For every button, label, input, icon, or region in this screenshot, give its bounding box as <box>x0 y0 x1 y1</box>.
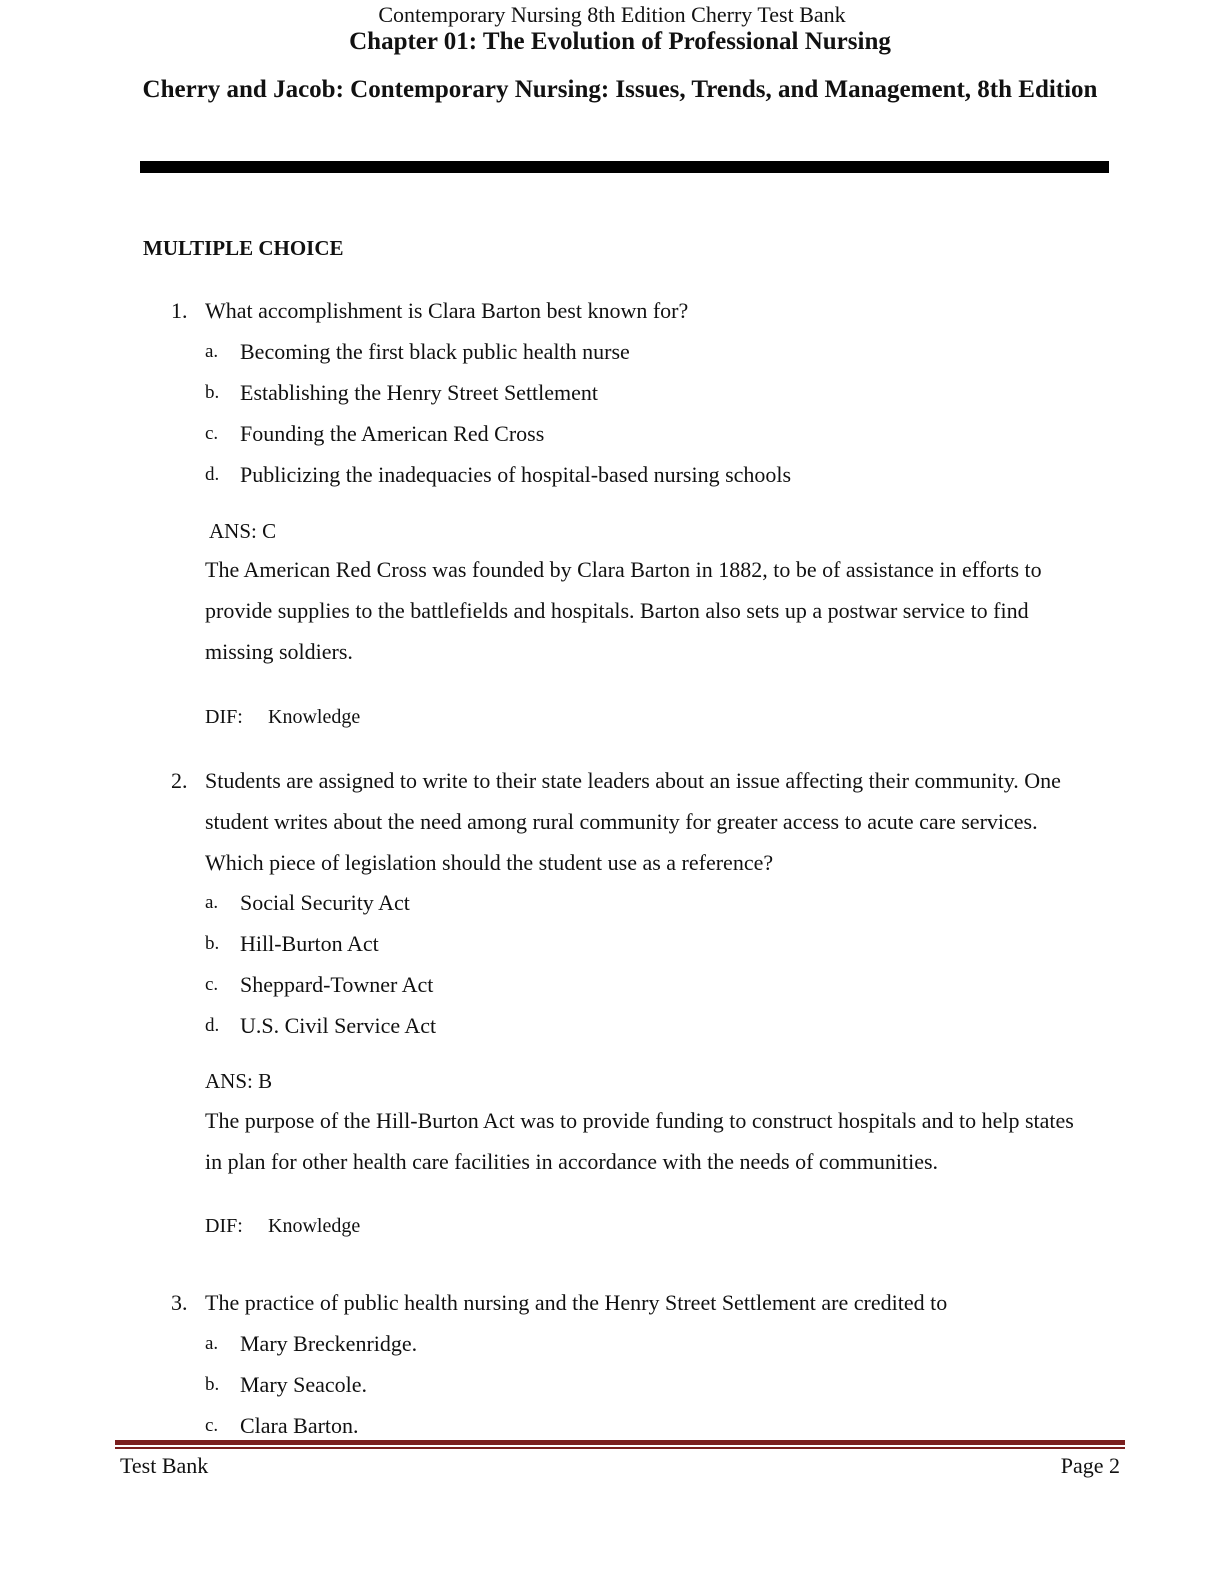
title-divider <box>140 161 1109 173</box>
footer-divider-thin <box>115 1447 1125 1449</box>
option-letter: b. <box>205 1374 220 1395</box>
option-letter: a. <box>205 1333 219 1354</box>
question-text: Students are assigned to write to their state leaders about an issue affecting their community. One student writes about the need among rural community for greater access to acute care services. Which piece of legislation should the student use as a reference? <box>205 768 1061 875</box>
question-number: 2. <box>171 768 188 793</box>
question-text: The practice of public health nursing and the Henry Street Settlement are credited to <box>205 1290 948 1315</box>
option-letter: a. <box>205 341 219 362</box>
option-text: Mary Breckenridge. <box>240 1331 418 1356</box>
option-letter: d. <box>205 464 220 485</box>
option-letter: c. <box>205 423 219 444</box>
rationale: The American Red Cross was founded by Clara Barton in 1882, to be of assistance in efforts to provide supplies to the battlefields and hospitals. Barton also sets up a postwar service to find missing soldiers. <box>205 557 1042 664</box>
option-text: Sheppard-Towner Act <box>240 972 434 997</box>
option-text: Hill-Burton Act <box>240 931 379 956</box>
option-letter: c. <box>205 1415 219 1436</box>
option-letter: a. <box>205 892 219 913</box>
difficulty-label: DIF: <box>205 706 243 728</box>
question-text: What accomplishment is Clara Barton best known for? <box>205 298 689 323</box>
running-head: Contemporary Nursing 8th Edition Cherry Test Bank <box>378 2 846 27</box>
option-text: Mary Seacole. <box>240 1372 368 1397</box>
question-number: 1. <box>171 298 188 323</box>
difficulty-label: DIF: <box>205 1215 243 1237</box>
rationale: The purpose of the Hill-Burton Act was to provide funding to construct hospitals and to help states in plan for other health care facilities in accordance with the needs of communities. <box>205 1108 1074 1174</box>
chapter-title: Chapter 01: The Evolution of Professional Nursing <box>349 28 891 55</box>
answer-key: ANS: B <box>205 1069 273 1093</box>
option-text: Becoming the first black public health nurse <box>240 339 630 364</box>
section-heading: MULTIPLE CHOICE <box>143 236 344 260</box>
option-text: Clara Barton. <box>240 1413 359 1438</box>
difficulty-value: Knowledge <box>268 1215 361 1237</box>
difficulty-value: Knowledge <box>268 706 361 728</box>
option-letter: b. <box>205 382 220 403</box>
question-number: 3. <box>171 1290 188 1315</box>
option-text: Social Security Act <box>240 890 410 915</box>
option-text: Founding the American Red Cross <box>240 421 545 446</box>
option-text: Publicizing the inadequacies of hospital-based nursing schools <box>240 462 792 487</box>
page-number: Page 2 <box>1060 1453 1120 1478</box>
option-letter: b. <box>205 933 220 954</box>
footer-label: Test Bank <box>120 1453 209 1478</box>
option-text: U.S. Civil Service Act <box>240 1013 437 1038</box>
option-letter: d. <box>205 1015 220 1036</box>
answer-key: ANS: C <box>209 519 277 543</box>
book-title: Cherry and Jacob: Contemporary Nursing: Issues, Trends, and Management, 8th Edition <box>142 76 1098 103</box>
footer-divider <box>115 1440 1125 1445</box>
option-letter: c. <box>205 974 219 995</box>
option-text: Establishing the Henry Street Settlement <box>240 380 599 405</box>
